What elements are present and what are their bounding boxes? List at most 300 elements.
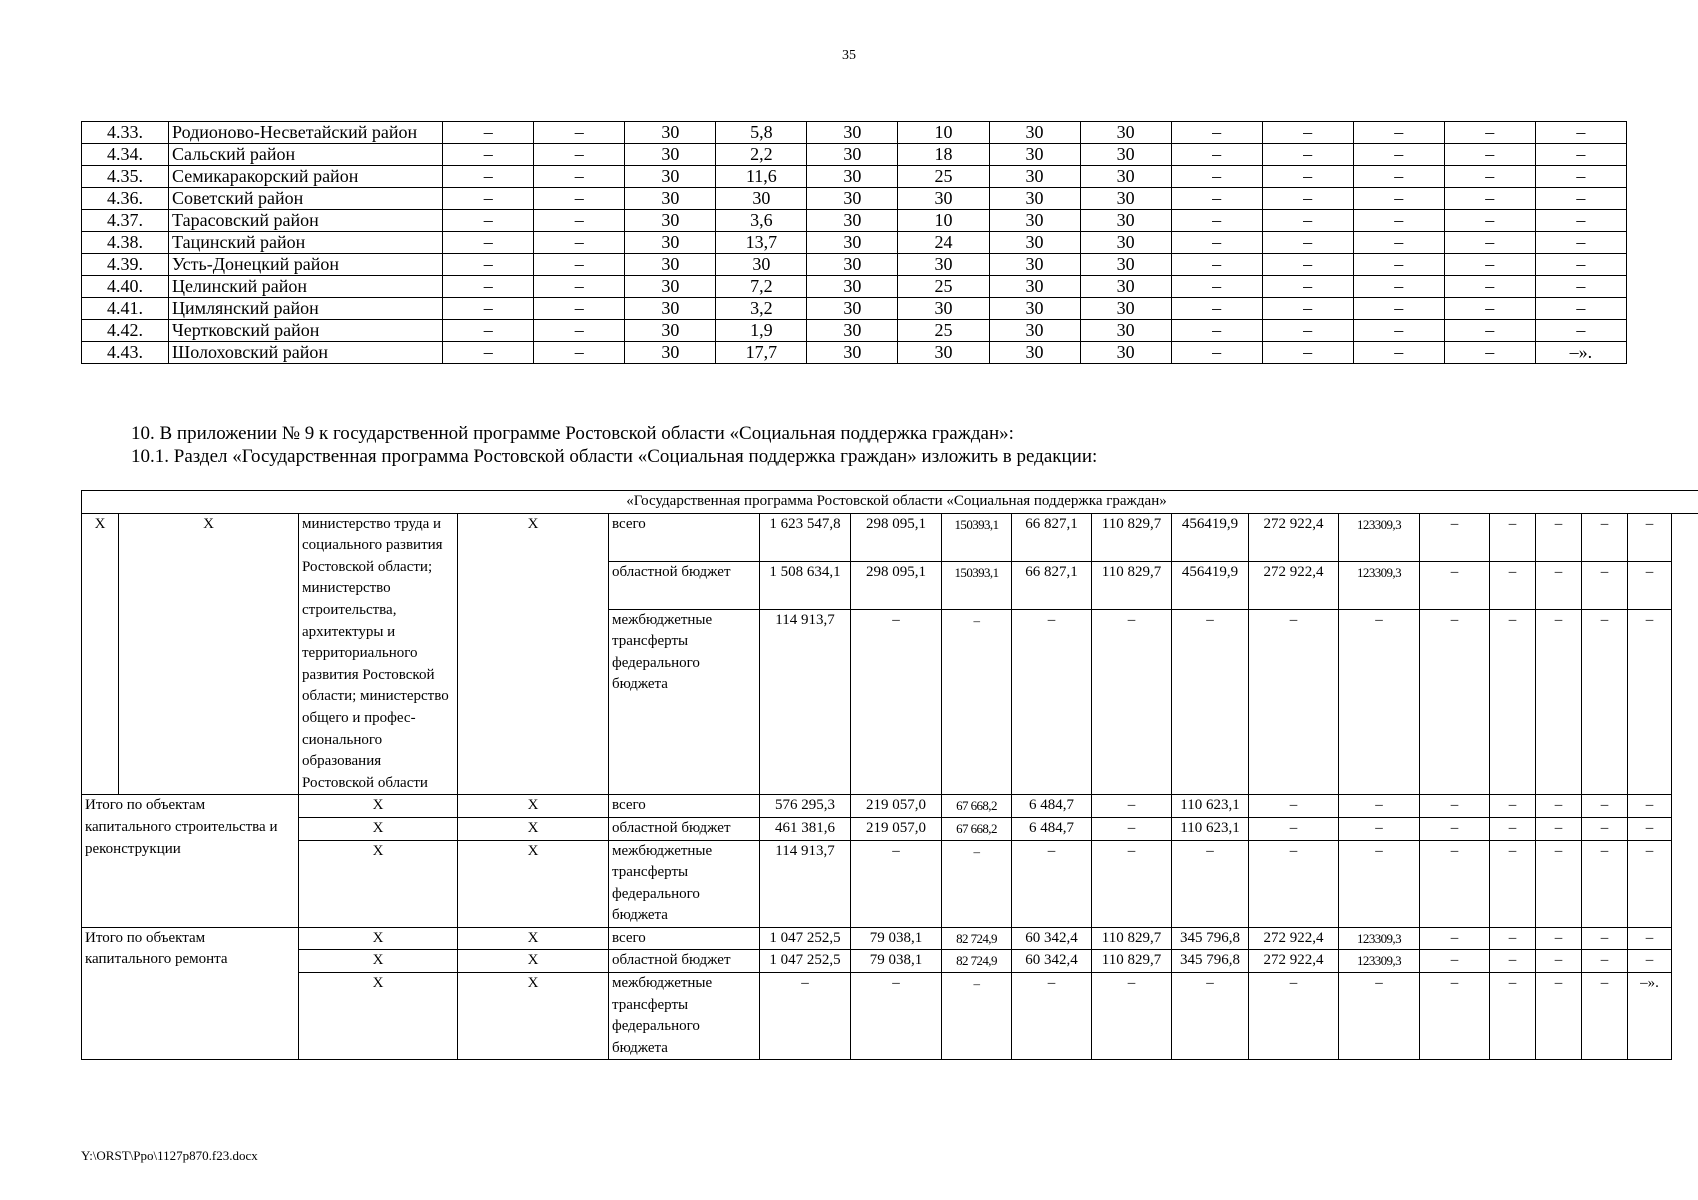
value-cell: – <box>1490 795 1536 818</box>
value-cell: – <box>534 210 625 232</box>
district-name: Тацинский район <box>169 232 443 254</box>
value-cell: – <box>1628 513 1672 561</box>
row-number: 4.41. <box>82 298 169 320</box>
value-cell: 30 <box>807 210 898 232</box>
value-cell: – <box>1582 973 1628 1060</box>
value-cell: – <box>1535 276 1626 298</box>
value-cell: – <box>1490 817 1536 840</box>
value-cell: – <box>1490 561 1536 609</box>
paragraph-10: 10. В приложении № 9 к государственной программе Ростовской области «Социальная поддержка граждан»: <box>131 423 1014 444</box>
value-cell: – <box>942 840 1012 927</box>
value-cell: 219 057,0 <box>851 817 942 840</box>
value-cell: 110 829,7 <box>1092 950 1172 973</box>
value-cell: – <box>1339 609 1420 795</box>
program-table <box>81 490 1698 1060</box>
value-cell: – <box>1536 513 1582 561</box>
value-cell: 298 095,1 <box>851 561 942 609</box>
table-row <box>82 188 1627 210</box>
group-label: Итого по объектам капитального ремонта <box>82 927 299 1060</box>
funding-label: всего <box>609 795 760 818</box>
value-cell: 30 <box>1080 298 1171 320</box>
value-cell: – <box>1353 188 1444 210</box>
district-name: Усть-Донецкий район <box>169 254 443 276</box>
value-cell: – <box>1262 166 1353 188</box>
value-cell: – <box>1092 609 1172 795</box>
value-cell: – <box>1262 342 1353 364</box>
value-cell: – <box>1535 254 1626 276</box>
value-cell: 10 <box>898 210 989 232</box>
row-number: 4.36. <box>82 188 169 210</box>
value-cell: – <box>534 232 625 254</box>
value-cell: 272 922,4 <box>1249 927 1339 950</box>
value-cell: – <box>534 254 625 276</box>
value-cell: – <box>1444 210 1535 232</box>
value-cell: – <box>1171 254 1262 276</box>
value-cell: 30 <box>807 320 898 342</box>
value-cell: – <box>1536 950 1582 973</box>
value-cell: – <box>1535 188 1626 210</box>
value-cell: 25 <box>898 320 989 342</box>
value-cell: – <box>1420 950 1490 973</box>
value-cell: – <box>443 166 534 188</box>
district-name: Чертковский район <box>169 320 443 342</box>
value-cell: – <box>1444 342 1535 364</box>
value-cell: 30 <box>989 144 1080 166</box>
value-cell: 67 668,2 <box>942 817 1012 840</box>
x-mark: X <box>299 927 458 950</box>
value-cell: – <box>1353 122 1444 144</box>
value-cell: 30 <box>625 254 716 276</box>
value-cell: – <box>1172 840 1249 927</box>
value-cell: 272 922,4 <box>1249 561 1339 609</box>
value-cell: 11,6 <box>716 166 807 188</box>
value-cell: – <box>1262 188 1353 210</box>
value-cell: 30 <box>625 122 716 144</box>
value-cell: 30 <box>1080 254 1171 276</box>
value-cell: – <box>1262 232 1353 254</box>
value-cell: 30 <box>625 144 716 166</box>
value-cell: – <box>1171 166 1262 188</box>
value-cell: 24 <box>898 232 989 254</box>
value-cell: – <box>1353 210 1444 232</box>
value-cell: 110 623,1 <box>1172 795 1249 818</box>
value-cell: 60 342,4 <box>1012 950 1092 973</box>
x-mark: X <box>458 927 609 950</box>
value-cell: 3,2 <box>716 298 807 320</box>
value-cell: 30 <box>898 342 989 364</box>
value-cell: 1 508 634,1 <box>760 561 851 609</box>
row-number: 4.42. <box>82 320 169 342</box>
value-cell: 110 829,7 <box>1092 927 1172 950</box>
value-cell: 150393,1 <box>942 513 1012 561</box>
value-cell: – <box>1171 320 1262 342</box>
district-name: Родионово-Несветайский район <box>169 122 443 144</box>
value-cell: 114 913,7 <box>760 609 851 795</box>
value-cell: – <box>1628 927 1672 950</box>
value-cell: – <box>851 609 942 795</box>
funding-label: межбюджетные трансферты федерального бюджета <box>609 840 760 927</box>
value-cell: 30 <box>625 232 716 254</box>
value-cell: – <box>1262 276 1353 298</box>
value-cell: 30 <box>1080 232 1171 254</box>
value-cell: – <box>1249 817 1339 840</box>
district-name: Советский район <box>169 188 443 210</box>
value-cell: 456419,9 <box>1172 561 1249 609</box>
value-cell: 18 <box>898 144 989 166</box>
value-cell: – <box>1420 795 1490 818</box>
row-number: 4.37. <box>82 210 169 232</box>
value-cell: 30 <box>807 122 898 144</box>
table-row <box>82 927 1698 950</box>
value-cell: 30 <box>989 122 1080 144</box>
row-number: 4.35. <box>82 166 169 188</box>
value-cell: 1 047 252,5 <box>760 950 851 973</box>
value-cell: 30 <box>1080 188 1171 210</box>
value-cell: 2,2 <box>716 144 807 166</box>
value-cell: – <box>443 298 534 320</box>
value-cell: – <box>1444 232 1535 254</box>
value-cell: 30 <box>1080 210 1171 232</box>
row-number: 4.43. <box>82 342 169 364</box>
value-cell: – <box>443 188 534 210</box>
value-cell: – <box>1490 927 1536 950</box>
x-mark: X <box>299 795 458 818</box>
value-cell: 1 623 547,8 <box>760 513 851 561</box>
value-cell: – <box>1490 513 1536 561</box>
value-cell: 30 <box>625 298 716 320</box>
table-row <box>82 840 1698 927</box>
value-cell: 1,9 <box>716 320 807 342</box>
value-cell: – <box>1092 840 1172 927</box>
value-cell: – <box>1444 166 1535 188</box>
value-cell: – <box>1262 298 1353 320</box>
table-row <box>82 298 1627 320</box>
value-cell: – <box>1171 122 1262 144</box>
value-cell: – <box>534 122 625 144</box>
value-cell: – <box>1172 609 1249 795</box>
value-cell: – <box>1420 840 1490 927</box>
row-number: 4.40. <box>82 276 169 298</box>
x-mark: X <box>458 950 609 973</box>
value-cell: 60 342,4 <box>1012 927 1092 950</box>
value-cell: – <box>1171 298 1262 320</box>
row-number: 4.39. <box>82 254 169 276</box>
value-cell: – <box>443 210 534 232</box>
value-cell: 30 <box>716 254 807 276</box>
value-cell: – <box>1012 609 1092 795</box>
value-cell: 10 <box>898 122 989 144</box>
table-header-row <box>82 491 1698 514</box>
value-cell: – <box>443 144 534 166</box>
funding-label: межбюджетные трансферты федерального бюджета <box>609 609 760 795</box>
value-cell: – <box>1582 609 1628 795</box>
value-cell: 461 381,6 <box>760 817 851 840</box>
value-cell: 30 <box>1080 122 1171 144</box>
value-cell: – <box>1536 561 1582 609</box>
value-cell: – <box>1092 817 1172 840</box>
paragraph-10-1: 10.1. Раздел «Государственная программа Ростовской области «Социальная поддержка граждан» изложить в редакции: <box>131 446 1098 467</box>
value-cell: – <box>534 276 625 298</box>
value-cell: – <box>1171 232 1262 254</box>
district-name: Шолоховский район <box>169 342 443 364</box>
value-cell: – <box>1490 609 1536 795</box>
value-cell: 30 <box>989 232 1080 254</box>
value-cell: – <box>1420 513 1490 561</box>
district-name: Целинский район <box>169 276 443 298</box>
program-header: «Государственная программа Ростовской области «Социальная поддержка граждан» <box>82 491 1698 514</box>
value-cell: 30 <box>989 320 1080 342</box>
value-cell: – <box>1582 561 1628 609</box>
value-cell: 110 829,7 <box>1092 513 1172 561</box>
row-number: 4.33. <box>82 122 169 144</box>
value-cell: 7,2 <box>716 276 807 298</box>
value-cell: 1 047 252,5 <box>760 927 851 950</box>
value-cell: – <box>1444 188 1535 210</box>
value-cell: 30 <box>807 166 898 188</box>
value-cell: 79 038,1 <box>851 927 942 950</box>
value-cell: 123309,3 <box>1339 561 1420 609</box>
table-row <box>82 817 1698 840</box>
table-row <box>82 342 1627 364</box>
value-cell: 30 <box>625 320 716 342</box>
value-cell: – <box>1171 210 1262 232</box>
value-cell: – <box>443 254 534 276</box>
value-cell: 30 <box>807 188 898 210</box>
value-cell: – <box>1353 166 1444 188</box>
value-cell: – <box>443 342 534 364</box>
value-cell: – <box>1535 298 1626 320</box>
table-row <box>82 513 1698 561</box>
district-name: Цимлянский район <box>169 298 443 320</box>
value-cell: – <box>1490 973 1536 1060</box>
value-cell: 30 <box>989 254 1080 276</box>
value-cell: – <box>1582 950 1628 973</box>
value-cell: 30 <box>1080 342 1171 364</box>
value-cell: 17,7 <box>716 342 807 364</box>
value-cell: – <box>1339 973 1420 1060</box>
value-cell: – <box>1536 973 1582 1060</box>
table-row <box>82 210 1627 232</box>
row-number: 4.34. <box>82 144 169 166</box>
value-cell: 123309,3 <box>1339 513 1420 561</box>
value-cell: 30 <box>989 166 1080 188</box>
value-cell: – <box>443 320 534 342</box>
districts-table <box>81 121 1627 364</box>
value-cell: – <box>851 840 942 927</box>
x-mark: X <box>458 973 609 1060</box>
value-cell: – <box>1262 144 1353 166</box>
value-cell: 66 827,1 <box>1012 561 1092 609</box>
value-cell: – <box>1171 188 1262 210</box>
value-cell: 30 <box>625 166 716 188</box>
table-row <box>82 276 1627 298</box>
value-cell: – <box>1420 973 1490 1060</box>
value-cell: 13,7 <box>716 232 807 254</box>
value-cell: – <box>1249 973 1339 1060</box>
value-cell: 30 <box>807 232 898 254</box>
table-row <box>82 320 1627 342</box>
table-row <box>82 973 1698 1060</box>
value-cell: – <box>1339 795 1420 818</box>
value-cell: – <box>1536 927 1582 950</box>
x-mark: X <box>82 513 119 795</box>
district-name: Сальский район <box>169 144 443 166</box>
group-label: Итого по объектам капитального строительства и реконструкции <box>82 795 299 928</box>
responsible-executors: министерство труда и социального развития Ростовской области; министерство строительства, архитектуры и территориального развития Ростовской области; министерство общего и профес-сионального образования Ростовской области <box>299 513 458 795</box>
value-cell: – <box>443 276 534 298</box>
value-cell: – <box>1535 166 1626 188</box>
value-cell: – <box>1535 232 1626 254</box>
funding-label: областной бюджет <box>609 561 760 609</box>
value-cell: 298 095,1 <box>851 513 942 561</box>
value-cell: 272 922,4 <box>1249 950 1339 973</box>
value-cell: 219 057,0 <box>851 795 942 818</box>
value-cell: – <box>1171 342 1262 364</box>
district-name: Тарасовский район <box>169 210 443 232</box>
value-cell: – <box>1339 817 1420 840</box>
value-cell: 30 <box>1080 144 1171 166</box>
table-row <box>82 122 1627 144</box>
value-cell: – <box>760 973 851 1060</box>
value-cell: – <box>1444 144 1535 166</box>
value-cell: – <box>1353 320 1444 342</box>
value-cell: – <box>1628 795 1672 818</box>
value-cell: 30 <box>989 210 1080 232</box>
value-cell: – <box>1420 927 1490 950</box>
table-row <box>82 144 1627 166</box>
value-cell: – <box>1490 950 1536 973</box>
value-cell: – <box>443 122 534 144</box>
value-cell: 5,8 <box>716 122 807 144</box>
page-number: 35 <box>842 48 856 63</box>
value-cell: – <box>1582 840 1628 927</box>
funding-label: всего <box>609 513 760 561</box>
value-cell: – <box>1490 840 1536 927</box>
value-cell: – <box>1353 342 1444 364</box>
value-cell: – <box>1628 817 1672 840</box>
x-mark: X <box>458 513 609 795</box>
funding-label: областной бюджет <box>609 950 760 973</box>
value-cell: 30 <box>807 342 898 364</box>
value-cell: 114 913,7 <box>760 840 851 927</box>
value-cell: 272 922,4 <box>1249 513 1339 561</box>
value-cell: 30 <box>898 298 989 320</box>
value-cell: 82 724,9 <box>942 950 1012 973</box>
value-cell: – <box>534 188 625 210</box>
value-cell: – <box>534 342 625 364</box>
table-row <box>82 166 1627 188</box>
funding-label: всего <box>609 927 760 950</box>
value-cell: – <box>534 166 625 188</box>
value-cell: – <box>1262 122 1353 144</box>
x-mark: X <box>458 795 609 818</box>
value-cell: 3,6 <box>716 210 807 232</box>
file-path: Y:\ORST\Ppo\1127p870.f23.docx <box>81 1148 258 1163</box>
value-cell: 6 484,7 <box>1012 817 1092 840</box>
value-cell: – <box>1171 144 1262 166</box>
value-cell: – <box>1536 609 1582 795</box>
value-cell: – <box>1171 276 1262 298</box>
value-cell: – <box>1420 561 1490 609</box>
value-cell: 66 827,1 <box>1012 513 1092 561</box>
value-cell: – <box>1339 840 1420 927</box>
value-cell: –». <box>1628 973 1672 1060</box>
value-cell: – <box>942 609 1012 795</box>
value-cell: 30 <box>1080 276 1171 298</box>
value-cell: – <box>1444 320 1535 342</box>
value-cell: 30 <box>625 210 716 232</box>
value-cell: – <box>534 320 625 342</box>
value-cell: – <box>1535 320 1626 342</box>
value-cell: – <box>1262 254 1353 276</box>
x-mark: X <box>458 840 609 927</box>
value-cell: 30 <box>1080 166 1171 188</box>
value-cell: 30 <box>625 276 716 298</box>
value-cell: 30 <box>807 144 898 166</box>
value-cell: – <box>1353 276 1444 298</box>
value-cell: – <box>1444 122 1535 144</box>
value-cell: 79 038,1 <box>851 950 942 973</box>
x-mark: X <box>299 973 458 1060</box>
value-cell: – <box>443 232 534 254</box>
value-cell: – <box>1092 973 1172 1060</box>
value-cell: 345 796,8 <box>1172 927 1249 950</box>
value-cell: 110 829,7 <box>1092 561 1172 609</box>
value-cell: – <box>1262 320 1353 342</box>
value-cell: 30 <box>898 188 989 210</box>
value-cell: – <box>1582 795 1628 818</box>
value-cell: – <box>1628 609 1672 795</box>
value-cell: – <box>1262 210 1353 232</box>
value-cell: – <box>1249 840 1339 927</box>
x-mark: X <box>119 513 299 795</box>
value-cell: – <box>1582 817 1628 840</box>
value-cell: – <box>851 973 942 1060</box>
value-cell: 30 <box>807 276 898 298</box>
value-cell: – <box>1582 927 1628 950</box>
value-cell: – <box>1444 276 1535 298</box>
value-cell: – <box>1628 561 1672 609</box>
value-cell: 67 668,2 <box>942 795 1012 818</box>
value-cell: – <box>1420 817 1490 840</box>
value-cell: – <box>1353 254 1444 276</box>
value-cell: 30 <box>807 254 898 276</box>
value-cell: – <box>1012 840 1092 927</box>
table-row <box>82 232 1627 254</box>
x-mark: X <box>299 817 458 840</box>
value-cell: – <box>1420 609 1490 795</box>
value-cell: 30 <box>898 254 989 276</box>
value-cell: 30 <box>989 298 1080 320</box>
value-cell: – <box>1582 513 1628 561</box>
value-cell: 123309,3 <box>1339 950 1420 973</box>
value-cell: 30 <box>716 188 807 210</box>
value-cell: 110 623,1 <box>1172 817 1249 840</box>
value-cell: – <box>1353 298 1444 320</box>
value-cell: – <box>1536 795 1582 818</box>
value-cell: – <box>1353 232 1444 254</box>
table-row <box>82 950 1698 973</box>
value-cell: 30 <box>1080 320 1171 342</box>
value-cell: 30 <box>807 298 898 320</box>
value-cell: 25 <box>898 166 989 188</box>
value-cell: – <box>1628 840 1672 927</box>
value-cell: – <box>1012 973 1092 1060</box>
value-cell: – <box>1249 795 1339 818</box>
funding-label: межбюджетные трансферты федерального бюджета <box>609 973 760 1060</box>
value-cell: 30 <box>625 188 716 210</box>
value-cell: – <box>1535 144 1626 166</box>
